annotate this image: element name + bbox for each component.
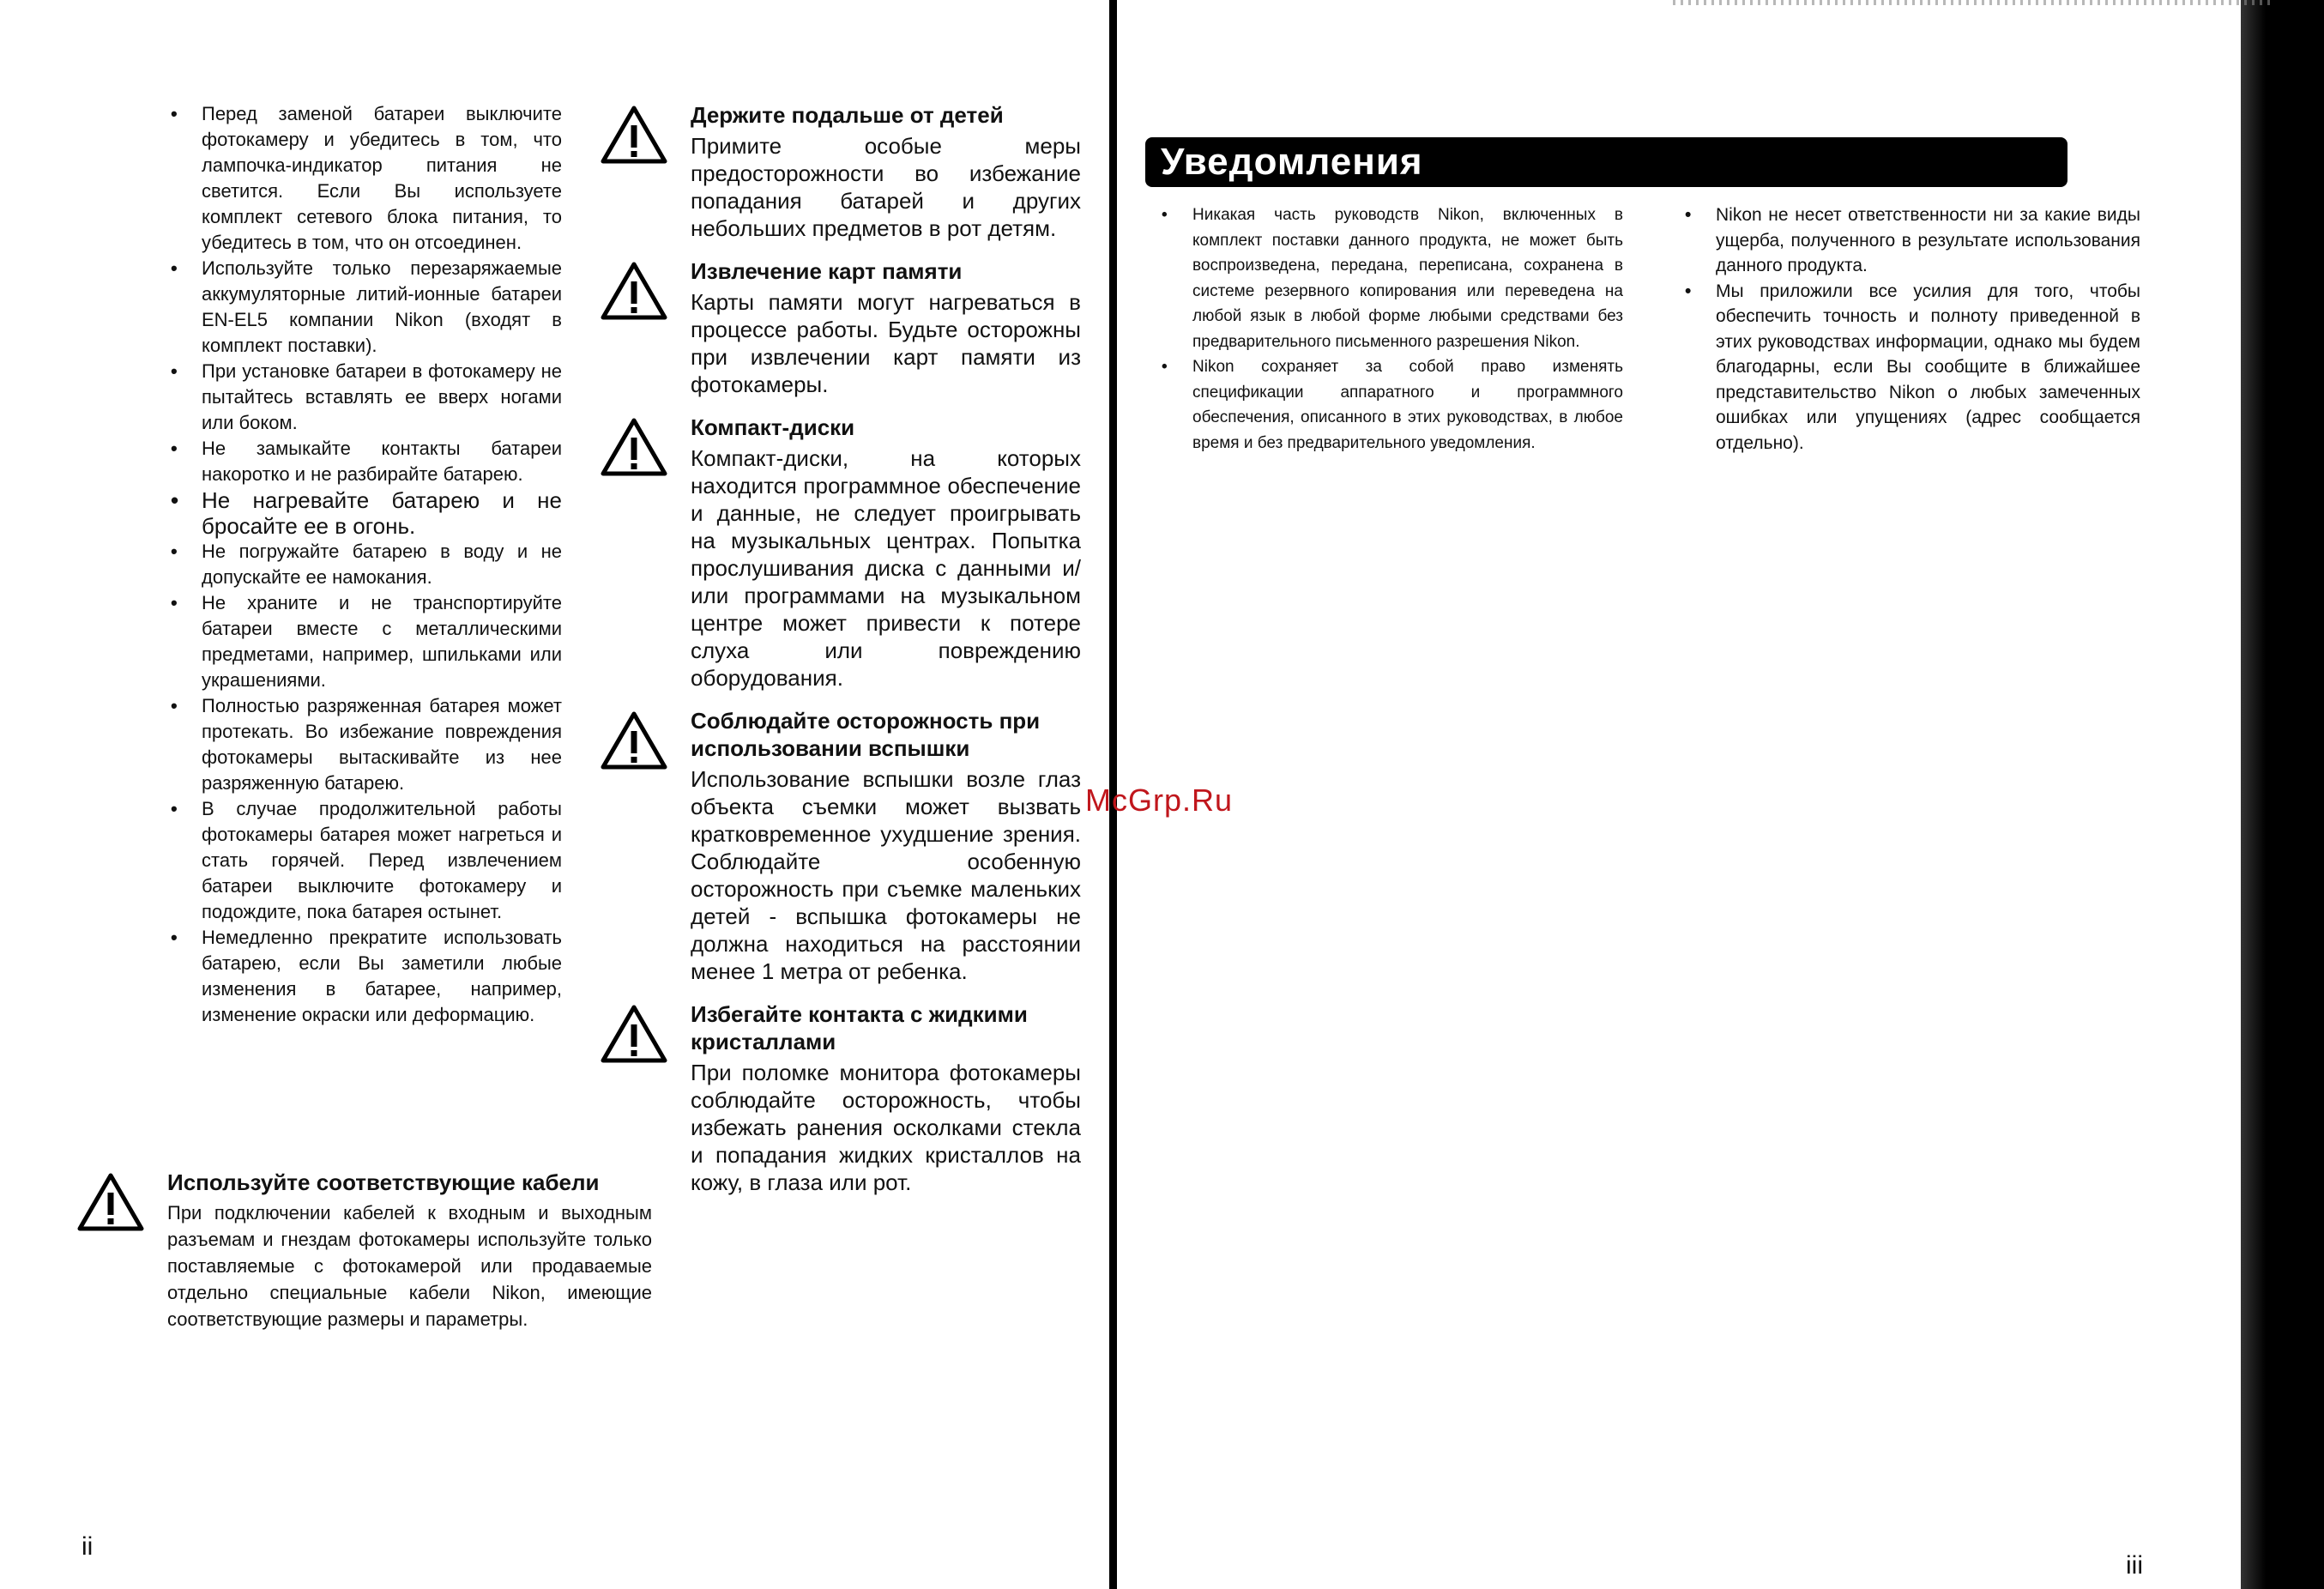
section-flash [601,707,1081,985]
notice-item: • Мы приложили все усилия для того, чтобы обеспечить точность и полноту приведенной в этих руководствах информации, однако мы будем благодарны, если Вы сообщите в ближайшее представительство Nikon о любых замеченных ошибках или упущениях (адрес сообщается отдельно). [1673,279,2140,456]
page-title: Уведомления [1145,137,2067,187]
section-body: При подключении кабелей к входным и выходным разъемам и гнездам фотокамеры используйте только поставляемые с фотокамерой или продаваемые отдельно специальные кабели Nikon, имеющие соответствующие размеры и параметры. [167,1202,652,1330]
section-memory-cards [601,257,1081,398]
battery-bullet-list [159,101,562,1028]
warnings-column [601,101,1081,1211]
section-title: Используйте соответствующие кабели [167,1169,600,1195]
section-title: Компакт-диски [691,414,855,440]
notice-item: • Никакая часть руководств Nikon, включенных в комплект поставки данного продукта, не может быть воспроизведена, передана, переписана, сохранена в системе резервного копирования или переведена на любой язык в любой форме любыми средствами без предварительного письменного разрешения Nikon. [1150,202,1623,354]
bullet-item: • Не погружайте батарею в воду и не допускайте ее намокания. [159,539,562,590]
notice-item: • Nikon сохраняет за собой право изменять спецификации аппаратного и программного обеспечения, описанного в этих руководствах, в любое время и без предварительного уведомления. [1150,354,1623,456]
warning-triangle-icon [601,417,667,477]
watermark: McGrp.Ru [1085,782,1234,818]
section-title: Держите подальше от детей [691,102,1004,128]
section-liquid-crystal [601,1000,1081,1196]
left-page [0,0,1115,1589]
section-body: Карты памяти могут нагреваться в процессе работы. Будьте осторожны при извлечении карт памяти из фотокамеры. [691,289,1081,397]
warning-triangle-icon [77,1172,144,1232]
scan-noise [1673,0,2273,5]
section-title: Избегайте контакта с жидкими кристаллами [691,1001,1028,1054]
section-title: Соблюдайте осторожность при использовании вспышки [691,708,1041,761]
section-title: Извлечение карт памяти [691,258,963,284]
warning-triangle-icon [601,261,667,321]
bullet-item: • Не храните и не транспортируйте батареи вместе с металлическими предметами, например, шпильками или украшениями. [159,590,562,693]
bullet-item: • Используйте только перезаряжаемые аккумуляторные литий-ионные батареи EN-EL5 компании Nikon (входят в комплект поставки). [159,256,562,359]
section-body: При поломке монитора фотокамеры соблюдайте осторожность, чтобы избежать ранения осколками стекла и попадания жидких кристаллов на кожу, в глаза или рот. [691,1060,1081,1195]
notice-item: • Nikon не несет ответственности ни за какие виды ущерба, полученного в результате использования данного продукта. [1673,202,2140,279]
warning-triangle-icon [601,710,667,770]
bullet-item: • В случае продолжительной работы фотокамеры батарея может нагреться и стать горячей. Перед извлечением батареи выключите фотокамеру и подождите, пока батарея остынет. [159,796,562,925]
notices-column-a [1150,202,1623,456]
section-body: Компакт-диски, на которых находится программное обеспечение и данные, не следует проигрывать на музыкальных центрах. Попытка прослушивания диска с данными и/или программами на музыкальном центре может привести к потере слуха или повреждению оборудования. [691,445,1081,691]
bullet-item: • Не нагревайте батарею и не бросайте ее в огонь. [159,487,562,539]
section-children [601,101,1081,242]
bullet-item: • При установке батареи в фотокамеру не пытайтесь вставлять ее вверх ногами или боком. [159,359,562,436]
section-body: Использование вспышки возле глаз объекта съемки может вызвать кратковременное ухудшение зрения. Соблюдайте особенную осторожность при съемке маленьких детей - вспышка фотокамеры не должна находиться на расстоянии менее 1 метра от ребенка. [691,766,1081,984]
warning-triangle-icon [601,1004,667,1064]
page-number: ii [81,1532,94,1561]
section-cables [77,1169,652,1332]
section-cd-roms [601,414,1081,692]
bullet-item: • Перед заменой батареи выключите фотокамеру и убедитесь в том, что лампочка-индикатор питания не светится. Если Вы используете комплект сетевого блока питания, то убедитесь в том, что он отсоединен. [159,101,562,256]
bullet-item: • Не замыкайте контакты батареи накоротко и не разбирайте батарею. [159,436,562,487]
page-number: iii [2126,1551,2143,1580]
section-body: Примите особые меры предосторожности во избежание попадания батарей и других небольших предметов в рот детям. [691,133,1081,241]
bullet-item: • Полностью разряженная батарея может протекать. Во избежание повреждения фотокамеры вытаскивайте из нее разряженную батарею. [159,693,562,796]
notices-column-b [1673,202,2140,456]
scan-right-edge [2241,0,2324,1589]
warning-triangle-icon [601,105,667,165]
bullet-item: • Немедленно прекратите использовать батарею, если Вы заметили любые изменения в батарее, например, изменение окраски или деформацию. [159,925,562,1028]
